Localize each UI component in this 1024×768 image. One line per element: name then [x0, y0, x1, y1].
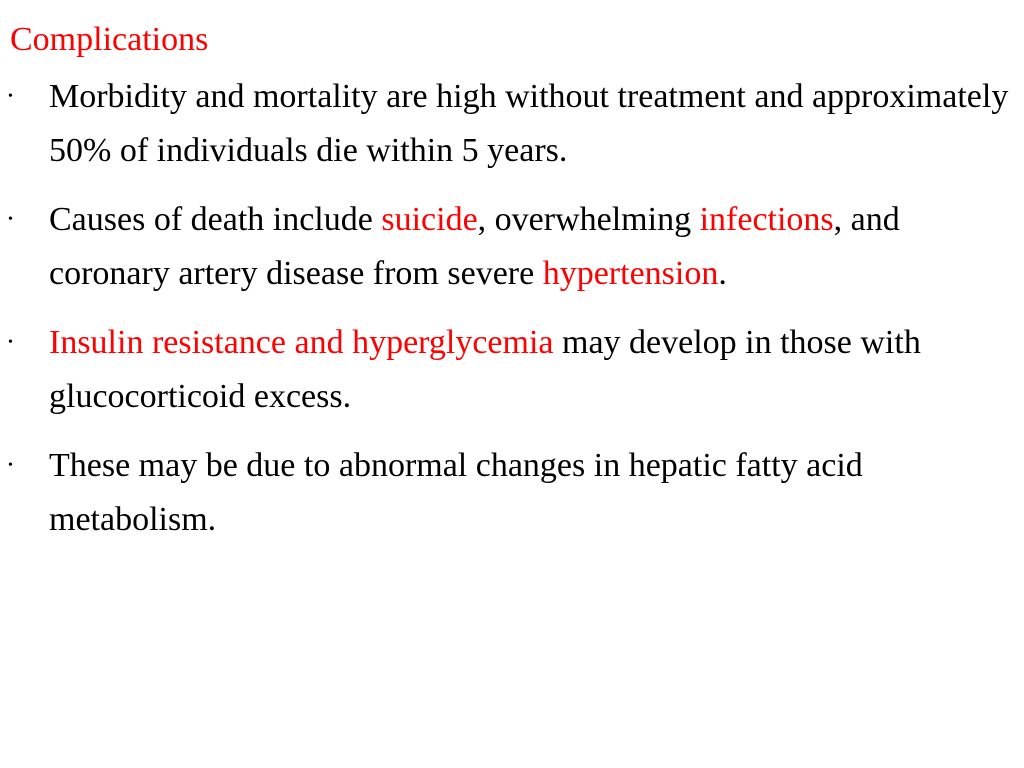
bullet-text: .	[718, 255, 727, 292]
bullet-text: , overwhelming	[477, 201, 700, 238]
bullet-item	[0, 316, 1009, 424]
highlight-suicide: suicide	[381, 201, 478, 238]
highlight-hypertension: hypertension	[542, 255, 719, 292]
bullet-text: Causes of death include	[49, 201, 382, 238]
bullet-dot-icon: •	[8, 89, 13, 104]
bullet-list	[0, 70, 1024, 562]
bullet-dot-icon: •	[8, 458, 13, 473]
bullet-text: may develop in those with glucocorticoid excess.	[49, 324, 921, 415]
bullet-text: These may be due to abnormal changes in hepatic fatty acid metabolism.	[49, 447, 863, 538]
bullet-text: , and coronary artery disease from severe	[49, 201, 900, 292]
bullet-dot-icon: •	[8, 335, 13, 350]
bullet-dot-icon: •	[8, 212, 13, 227]
slide-title: Complications	[10, 21, 209, 58]
highlight-insulin-resistance: Insulin resistance and hyperglycemia	[49, 324, 554, 361]
bullet-text: Morbidity and mortality are high without treatment and approximately 50% of individuals die within 5 years.	[49, 78, 1009, 169]
highlight-infections: infections	[699, 201, 834, 238]
bullet-item	[0, 439, 1009, 547]
bullet-item	[0, 70, 1009, 178]
bullet-item	[0, 193, 1009, 301]
